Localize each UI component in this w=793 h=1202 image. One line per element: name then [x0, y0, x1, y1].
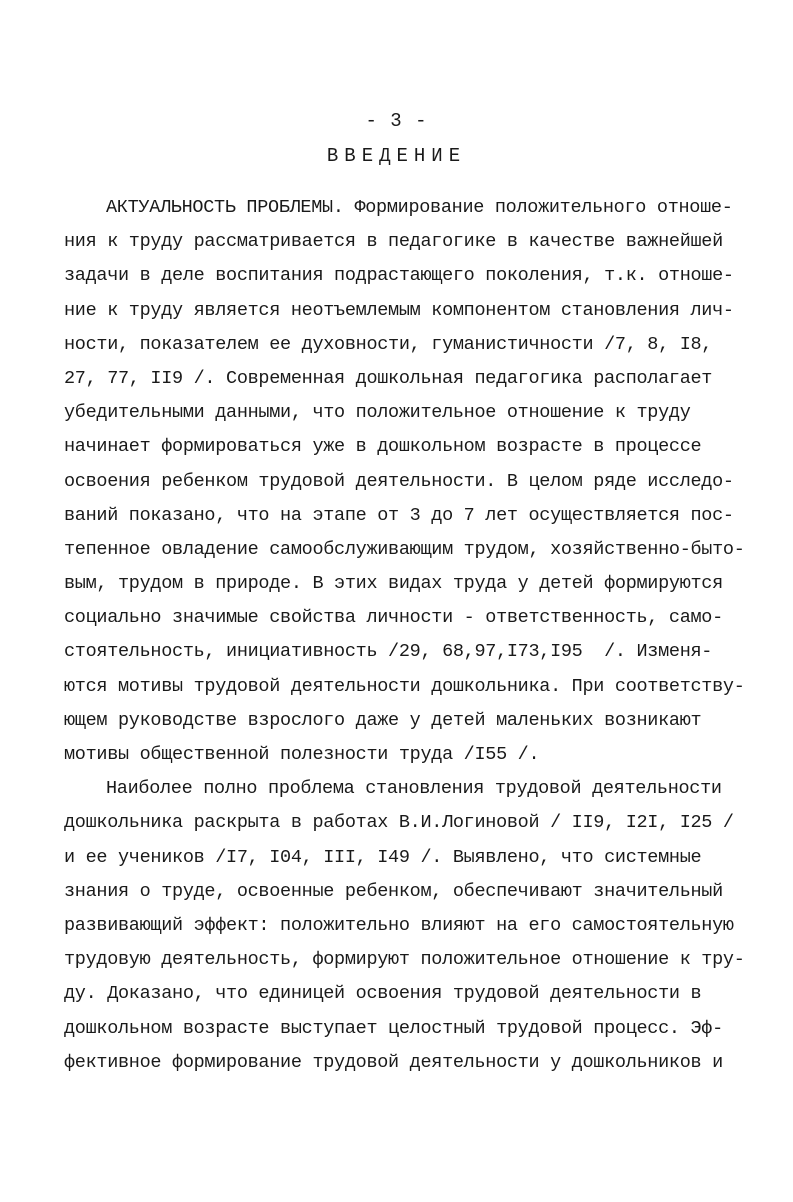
- text-line: дошкольном возрасте выступает целостный трудовой процесс. Эф-: [64, 1017, 723, 1039]
- text-line: Наиболее полно проблема становления трудовой деятельности: [106, 778, 722, 800]
- text-line: развивающий эффект: положительно влияют на его самостоятельную: [64, 914, 734, 936]
- text-line: тепенное овладение самообслуживающим трудом, хозяйственно-быто-: [64, 538, 745, 560]
- text-line: ваний показано, что на этапе от 3 до 7 лет осуществляется пос-: [64, 504, 734, 526]
- text-line: фективное формирование трудовой деятельности у дошкольников и: [64, 1051, 723, 1073]
- text-line: знания о труде, освоенные ребенком, обеспечивают значительный: [64, 880, 723, 902]
- text-line: вым, трудом в природе. В этих видах труда у детей формируются: [64, 573, 723, 595]
- text-line: ности, показателем ее духовности, гуманистичности /7, 8, I8,: [64, 333, 713, 355]
- text-line: задачи в деле воспитания подрастающего поколения, т.к. отноше-: [64, 265, 734, 287]
- text-line: ются мотивы трудовой деятельности дошкольника. При соответству-: [64, 675, 745, 697]
- text-line: АКТУАЛЬНОСТЬ ПРОБЛЕМЫ. Формирование положительного отноше-: [106, 197, 733, 218]
- document-body: [64, 191, 744, 1080]
- text-line: социально значимые свойства личности - ответственность, само-: [64, 607, 723, 629]
- text-line: дошкольника раскрыта в работах В.И.Логиновой / II9, I2I, I25 /: [64, 812, 734, 834]
- text-line: трудовую деятельность, формируют положительное отношение к тру-: [64, 949, 745, 971]
- text-line: стоятельность, инициативность /29, 68,97,I73,I95 /. Изменя-: [64, 641, 713, 663]
- paragraph: [64, 772, 744, 1080]
- text-line: и ее учеников /I7, I04, III, I49 /. Выявлено, что системные: [64, 846, 702, 868]
- section-heading: ВВЕДЕНИЕ: [326, 145, 467, 167]
- text-line: 27, 77, II9 /. Современная дошкольная педагогика располагает: [64, 367, 713, 389]
- text-line: ду. Доказано, что единицей освоения трудовой деятельности в: [64, 983, 702, 1005]
- text-line: освоения ребенком трудовой деятельности. В целом ряде исследо-: [64, 470, 734, 492]
- text-line: ния к труду рассматривается в педагогике в качестве важнейшей: [64, 231, 723, 253]
- text-line: убедительными данными, что положительное отношение к труду: [64, 402, 691, 424]
- text-line: ние к труду является неотъемлемым компонентом становления лич-: [64, 299, 734, 321]
- page-number: - 3 -: [365, 110, 428, 132]
- paragraph: [64, 191, 744, 772]
- text-line: ющем руководстве взрослого даже у детей маленьких возникают: [64, 709, 702, 731]
- text-line: начинает формироваться уже в дошкольном возрасте в процессе: [64, 436, 702, 458]
- text-line: мотивы общественной полезности труда /I55 /.: [64, 744, 540, 765]
